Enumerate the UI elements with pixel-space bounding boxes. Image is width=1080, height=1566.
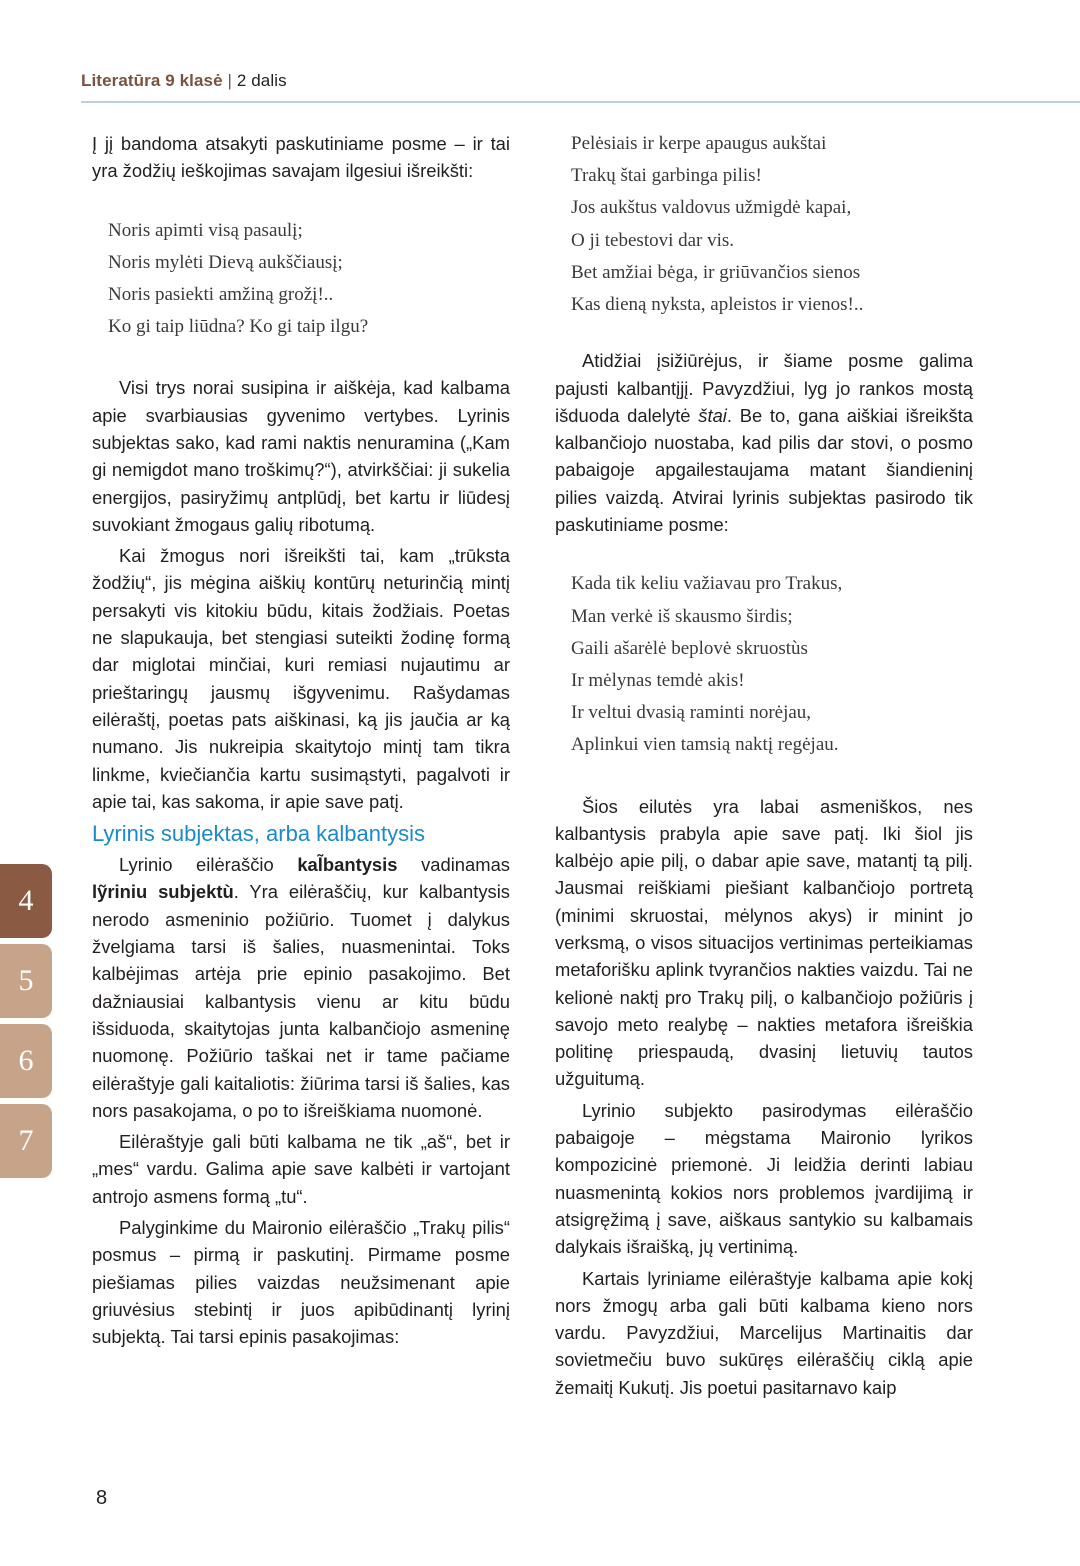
spacer (92, 343, 510, 374)
spacer (555, 762, 973, 793)
body-paragraph: Kartais lyriniame eilėraštyje kalbama apie kokį nors žmogų arba gali būti kalbama kieno nors vardu. Pavyzdžiui, Marcelijus Martinaitis dar sovietmečiu buvo sukūręs eilėraščių ciklą apie žemaitį Kukutį. Jis poetui pasitarnavo kaip (555, 1267, 973, 1398)
term-speaker: kal̃bantysis (297, 854, 398, 876)
spacer (92, 189, 510, 215)
poem-line: Noris pasiekti amžiną grožį!.. (108, 284, 334, 305)
poem-line: Man verkė iš skausmo širdis; (571, 605, 793, 627)
poem-excerpt-1 (92, 215, 510, 344)
term-lyrical-subject: lỹriniu subjektù (92, 881, 234, 903)
spacer (555, 321, 973, 347)
body-paragraph: Kai žmogus nori išreikšti tai, kam „trūksta žodžių“, jis mėgina aiškių kontūrų neturinčią mintį persakyti vis kitokiu būdu, kitais žodžiais. Poetas ne slapukauja, bet stengiasi suteikti žodinę formą dar miglotai minčiai, kuri remiasi nujautimu ar prieštaringų jausmų išgyvenimu. Rašydamas eilėraštį, poetas pats aiškinasi, ką jis jaučia ar ką numano. Jis nukreipia skaitytojo mintį tam tikra linkme, kviečiančia kartu susimąstyti, pagalvoti ir apie tai, kas sakoma, ir apie save patį. (92, 545, 510, 812)
poem-line: Trakų štai garbinga pilis! (571, 165, 762, 187)
header-separator: | (227, 71, 233, 90)
chapter-tab-5[interactable]: 5 (0, 944, 52, 1018)
poem-excerpt-2 (555, 128, 973, 321)
body-paragraph: Visi trys norai susipina ir aiškėja, kad kalbama apie svarbiausias gyvenimo vertybes. Lyrinis subjektas sako, kad rami naktis nenuramina („Kam gi nemigdot mano troškimų?“), atvirkščiai: ji sukelia energijos, pasiryžimų antplūdį, bet kartu ir liūdesį suvokiant žmogaus galių ribotumą. (92, 377, 510, 535)
running-header (81, 71, 287, 91)
poem-line: Ir veltui dvasią raminti norėjau, (571, 702, 812, 724)
intro-paragraph: Į jį bandoma atsakyti paskutiniame posme – ir tai yra žodžių ieškojimas savajam ilgesiui išreikšti: (92, 133, 510, 182)
body-paragraph: Palyginkime du Maironio eilėraščio „Trakų pilis“ posmus – pirmą ir paskutinį. Pirmame posme piešiamas pilies vaizdas neužsimenant apie griuvėsius stebintį ir juos apibūdinantį lyrinį subjektą. Tai tarsi epinis pasakojimas: (92, 1217, 510, 1348)
poem-line: Noris apimti visą pasaulį; (108, 219, 303, 241)
poem-line: Kada tik keliu važiavau pro Trakus, (571, 573, 843, 595)
poem-line: Kas dieną nyksta, apleistos ir vienos!.. (571, 294, 864, 316)
body-paragraph: Eilėraštyje gali būti kalbama ne tik „aš“, bet ir „mes“ vardu. Galima apie save kalbėti ir vartojant antrojo asmens formą „tu“. (92, 1131, 510, 1207)
header-rule (81, 101, 1080, 103)
book-title: Literatūra 9 klasė (81, 71, 223, 90)
poem-line: Ir mėlynas temdė akis! (571, 669, 745, 691)
book-part: 2 dalis (236, 71, 287, 90)
poem-line: Gaili ašarėlė beplovė skruostùs (571, 637, 808, 659)
poem-line: Noris mylėti Dievą aukščiausį; (108, 251, 343, 273)
left-column (92, 130, 510, 1355)
text-run: Atidžiai įsižiūrėjus, ir šiame posme galima pajusti kalbantįjį. Pavyzdžiui, lyg jo rankos mostą išduoda dalelytė (555, 350, 973, 426)
poem-line: Pelėsiais ir kerpe apaugus aukštai (571, 133, 827, 154)
body-paragraph: Lyrinio subjekto pasirodymas eilėraščio pabaigoje – mėgstama Maironio lyrikos kompozicinė priemonė. Ji leidžia derinti labiau nuasmenintą kokios nors problemos įvardijimą ir atsigręžimą į save, aiškaus santykio su kalbamais dalykais išraišką, jų vertinimą. (555, 1099, 973, 1258)
text-run: vadinamas (397, 854, 510, 876)
text-run: . Yra eilėraščių, kur kalbantysis nerodo asmeninio požiūrio. Tuomet į dalykus žvelgiama tarsi iš šalies, nuasmenintai. Toks kalbėjimas artėja prie epinio pasakojimo. Bet dažniausiai kalbantysis vienu ar kitu būdu išsiduoda, skaitytojas junta kalbančiojo asmeninę nuomonę. Požiūrio taškai net ir tame pačiame eilėraštyje gali kaitaliotis: žiūrima tarsi iš šalies, kas nors pasakojama, o po to išreiškiama nuomonė. (92, 881, 510, 1121)
chapter-tab-7[interactable]: 7 (0, 1104, 52, 1178)
poem-line: Ko gi taip liūdna? Ko gi taip ilgu? (108, 316, 369, 338)
section-heading: Lyrinis subjektas, arba kalbantysis (92, 821, 426, 847)
chapter-tab-6[interactable]: 6 (0, 1024, 52, 1098)
poem-line: O ji tebestovi dar vis. (571, 229, 735, 251)
italic-word: štai (698, 404, 727, 426)
text-run: . Be to, gana aiškiai išreikšta kalbančiojo nuostaba, kad pilis dar stovi, o posmo pabaigoje apgailestaujama matant šiandieninį pilies vaizdą. Atvirai lyrinis subjektas pasirodo tik paskutiniame posme: (555, 404, 974, 535)
text-run: Lyrinio eilėraščio (119, 854, 298, 876)
body-paragraph: Šios eilutės yra labai asmeniškos, nes kalbantysis prabyla apie save patį. Iki šiol jis kalbėjo apie pilį, o dabar apie save, matantį tą pilį. Jausmai reiškiami piešiant kalbančiojo portretą (minimi skruostai, mėlynos akys) ir minint jo verksmą, o visos situacijos vertinimas perteikiamas metaforišku aplink tvyrančios nakties vaizdu. Tai ne kelionė naktį pro Trakų pilį, o kalbančiojo požiūris į savojo meto realybę – nakties metafora išreiškia politinę priespaudą, dvasinį lietuvių tautos užguitumą. (555, 795, 973, 1090)
poem-excerpt-3 (555, 568, 973, 761)
poem-line: Jos aukštus valdovus užmigdė kapai, (571, 197, 852, 219)
body-paragraph-definition (92, 851, 510, 1124)
spacer (555, 542, 973, 568)
chapter-tab-4[interactable]: 4 (0, 864, 52, 938)
right-column (555, 128, 973, 1405)
poem-line: Bet amžiai bėga, ir griūvančios sienos (571, 261, 861, 283)
page-number: 8 (96, 1487, 108, 1509)
poem-line: Aplinkui vien tamsią naktį regėjau. (571, 734, 839, 756)
body-paragraph (555, 347, 973, 538)
